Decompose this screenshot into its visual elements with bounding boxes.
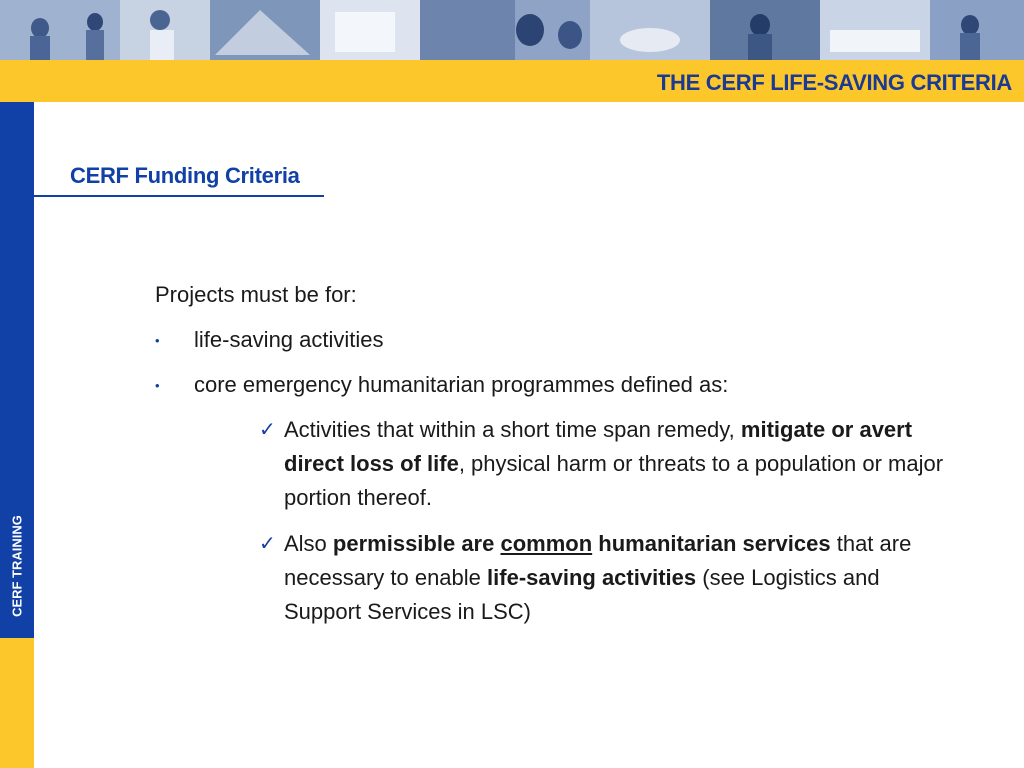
bullet-text: life-saving activities [194, 327, 384, 352]
photo-collage-image [0, 0, 1024, 60]
criteria-emphasis: humanitarian services [592, 531, 831, 556]
criteria-emphasis: mitigate or avert direct loss of life [284, 417, 913, 476]
criteria-item [259, 413, 959, 515]
criteria-item [259, 527, 959, 629]
criteria-emphasis: life-saving activities [487, 565, 697, 590]
header-photo-banner [0, 0, 1024, 60]
section-title: CERF Funding Criteria [70, 163, 300, 188]
bullet-dot-icon: • [155, 378, 160, 393]
criteria-text [284, 413, 959, 515]
criteria-text [284, 527, 959, 629]
checkmark-icon: ✓ [259, 419, 276, 441]
criteria-emphasis-underlined: common [500, 531, 593, 556]
bullet-text: core emergency humanitarian programmes defined as: [194, 372, 729, 397]
sidebar-label: CERF TRAINING [9, 515, 25, 617]
criteria-text-run: Activities that within a short time span remedy, [284, 417, 741, 442]
criteria-emphasis: permissible are [332, 531, 501, 556]
title-underline [34, 195, 324, 197]
criteria-text-run: that are necessary to enable [284, 531, 912, 590]
criteria-text-run: (see Logistics and Support Services in LSC) [284, 565, 880, 624]
criteria-text-run: Also [284, 531, 333, 556]
intro-text: Projects must be for: [155, 282, 357, 307]
criteria-text-run: , physical harm or threats to a population or major portion thereof. [284, 451, 944, 510]
slide-header-title: THE CERF LIFE-SAVING CRITERIA [656, 70, 1012, 95]
bullet-dot-icon: • [155, 333, 160, 348]
checkmark-icon: ✓ [259, 533, 276, 555]
